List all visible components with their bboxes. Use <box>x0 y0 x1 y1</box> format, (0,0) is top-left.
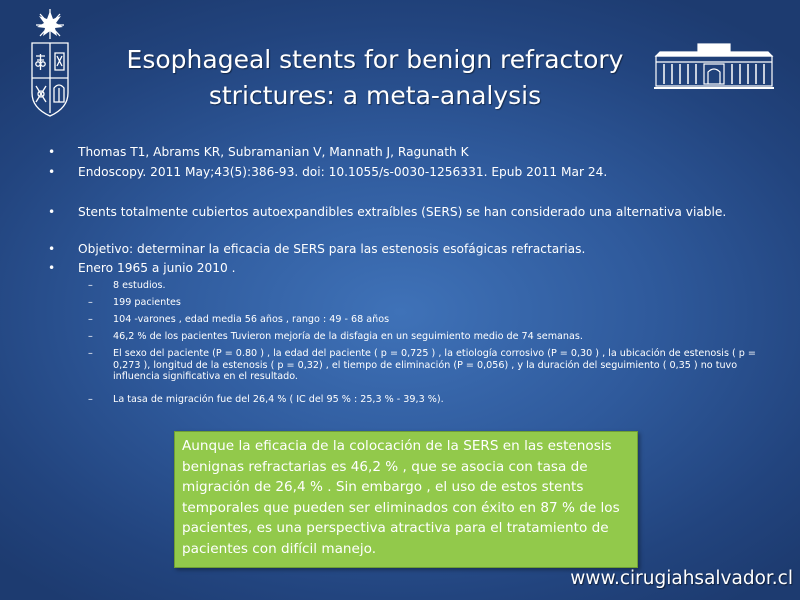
title-line-1: Esophageal stents for benign refractory <box>126 45 624 74</box>
bullet-authors: • Thomas T1, Abrams KR, Subramanian V, Mannath J, Ragunath K <box>78 145 768 159</box>
sub-bullet-patients: – 199 pacientes <box>113 297 763 309</box>
sub-bullet-factors: – El sexo del paciente (P = 0.80 ) , la edad del paciente ( p = 0,725 ) , la etiología corrosivo (P = 0,30 ) , la ubicación de estenosis ( p = 0,273 ), longitud de la estenosis ( p = 0,32) , el tiempo de eliminación (P = 0,056) , y la duración del seguimiento ( 0,35 ) no tuvo influencia significativa en el resultado. <box>113 348 763 383</box>
title-line-2: strictures: a meta-analysis <box>208 81 542 110</box>
sub-bullet-studies: – 8 estudios. <box>113 280 763 292</box>
bullet-citation: • Endoscopy. 2011 May;43(5):386-93. doi: 10.1055/s-0030-1256331. Epub 2011 Mar 24. <box>78 165 768 179</box>
slide-title <box>95 42 655 114</box>
bullet-sers: • Stents totalmente cubiertos autoexpandibles extraíbles (SERS) se han considerado una alternativa viable. <box>78 205 768 219</box>
university-crest-icon <box>22 8 78 120</box>
bullet-period: • Enero 1965 a junio 2010 . <box>78 261 768 275</box>
conclusion-box: Aunque la eficacia de la colocación de la SERS en las estenosis benignas refractarias es 46,2 % , que se asocia con tasa de migración de 26,4 % . Sin embargo , el uso de estos stents temporales que pueden ser eliminados con éxito en 87 % de los pacientes, es una perspectiva atractiva para el tratamiento de pacientes con difícil manejo. <box>174 431 638 568</box>
bullet-objective: • Objetivo: determinar la eficacia de SERS para las estenosis esofágicas refractarias. <box>78 242 768 256</box>
sub-bullet-demographics: – 104 -varones , edad media 56 años , rango : 49 - 68 años <box>113 314 763 326</box>
hospital-building-icon <box>652 42 776 92</box>
sub-bullet-improvement: – 46,2 % de los pacientes Tuvieron mejoría de la disfagia en un seguimiento medio de 74 semanas. <box>113 331 763 343</box>
website-url: www.cirugiahsalvador.cl <box>570 568 793 589</box>
sub-bullet-migration: – La tasa de migración fue del 26,4 % ( IC del 95 % : 25,3 % - 39,3 %). <box>113 394 763 406</box>
